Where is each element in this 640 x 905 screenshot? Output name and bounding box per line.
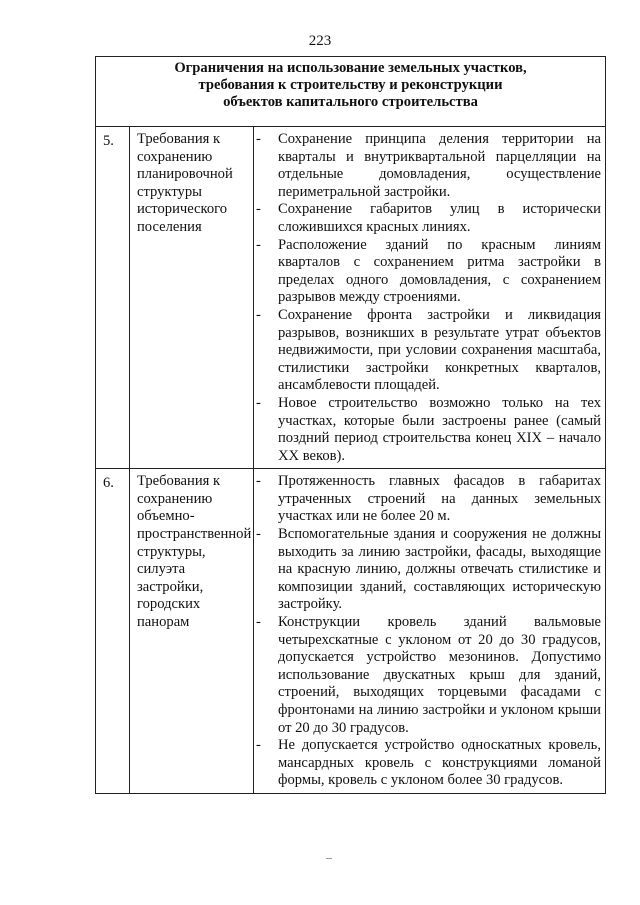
list-item [256,395,601,465]
dash-marker: - [256,236,261,253]
requirement-name-line: застройки, [137,578,204,595]
requirement-name [130,469,254,794]
requirement-name-line: сохранению [137,148,213,165]
list-item-text: Вспомогательные здания и сооружения не должны выходить за линию застройки, фасады, выходящие на красную линию, должны отвечать стилистике и композиции зданий, составляющих историческую застройку. [278,526,601,613]
requirement-name-line: планировочной [137,166,233,183]
requirement-name-line: исторического [137,201,228,218]
requirement-name-line: пространственной [137,526,252,543]
dash-marker: - [256,201,261,218]
table-header-row [96,57,606,127]
dash-marker: - [256,394,261,411]
dash-marker: - [256,526,261,543]
requirement-name-line: панорам [137,614,190,631]
dash-marker: - [256,131,261,147]
requirement-name-line: поселения [137,218,202,235]
dash-marker: - [256,306,261,323]
list-item-text: Новое строительство возможно только на тех участках, которые были застроены ранее (самый поздний период строительства конец XIX – начало XX веков). [278,394,601,464]
dash-marker: - [256,614,261,631]
list-item [256,614,601,737]
requirement-name-line: сохранению [137,490,213,507]
row-number: 5. [96,127,130,469]
list-item [256,526,601,614]
table-header [96,57,606,127]
list-item-text: Конструкции кровель зданий вальмовые четырехскатные с уклоном от 20 до 30 градусов, допускается устройство мезонинов. Допустимо использование двускатных крыш для зданий, строений, выходящих торцевыми фасадами с фронтонами на линию застройки и уклоном крыши от 20 до 30 градусов. [278,614,601,736]
requirement-name-line: Требования к [137,131,221,147]
list-item-text: Не допускается устройство односкатных кровель, мансардных кровель с конструкциями ломаной формы, кровель с уклоном более 30 градусов. [278,737,601,789]
row-number: 6. [96,469,130,794]
scan-mark [326,858,332,859]
requirement-name-line: силуэта [137,561,186,578]
list-item [256,473,601,526]
requirement-list [254,469,606,794]
table-header-line: объектов капитального строительства [223,94,478,110]
table-header-line: Ограничения на использование земельных участков, [174,60,527,76]
list-item [256,201,601,236]
restrictions-table [95,56,606,794]
list-item [256,131,601,201]
list-item-text: Протяженность главных фасадов в габаритах утраченных строений на данных земельных участках или не более 20 м. [278,473,601,525]
list-item-text: Сохранение принципа деления территории на кварталы и внутриквартальной парцелляции на отдельные домовладения, осуществление периметральной застройки. [278,131,601,200]
requirement-name-line: городских [137,596,201,613]
list-item [256,307,601,395]
requirement-list [254,127,606,469]
list-item-text: Сохранение габаритов улиц в исторически сложившихся красных линиях. [278,201,601,235]
list-item-text: Расположение зданий по красным линиям кварталов с сохранением ритма застройки в пределах одного домовладения, с сохранением разрывов между строениями. [278,236,601,306]
page-number: 223 [308,33,332,49]
dash-marker: - [256,473,261,490]
list-item [256,237,601,307]
requirement-name-line: структуры [137,183,202,200]
list-item [256,737,601,790]
requirement-name-line: Требования к [137,473,221,490]
table-row [96,469,606,794]
list-item-text: Сохранение фронта застройки и ликвидация разрывов, возникших в результате утрат объектов недвижимости, при условии сохранения масштаба, стилистики застройки конкретных кварталов, ансамблевости площадей. [278,306,601,394]
table-row [96,127,606,469]
dash-marker: - [256,737,261,754]
requirement-name-line: структуры, [137,543,206,560]
requirement-name-line: объемно- [137,508,195,525]
requirement-name [130,127,254,469]
table-header-line: требования к строительству и реконструкции [198,77,503,93]
